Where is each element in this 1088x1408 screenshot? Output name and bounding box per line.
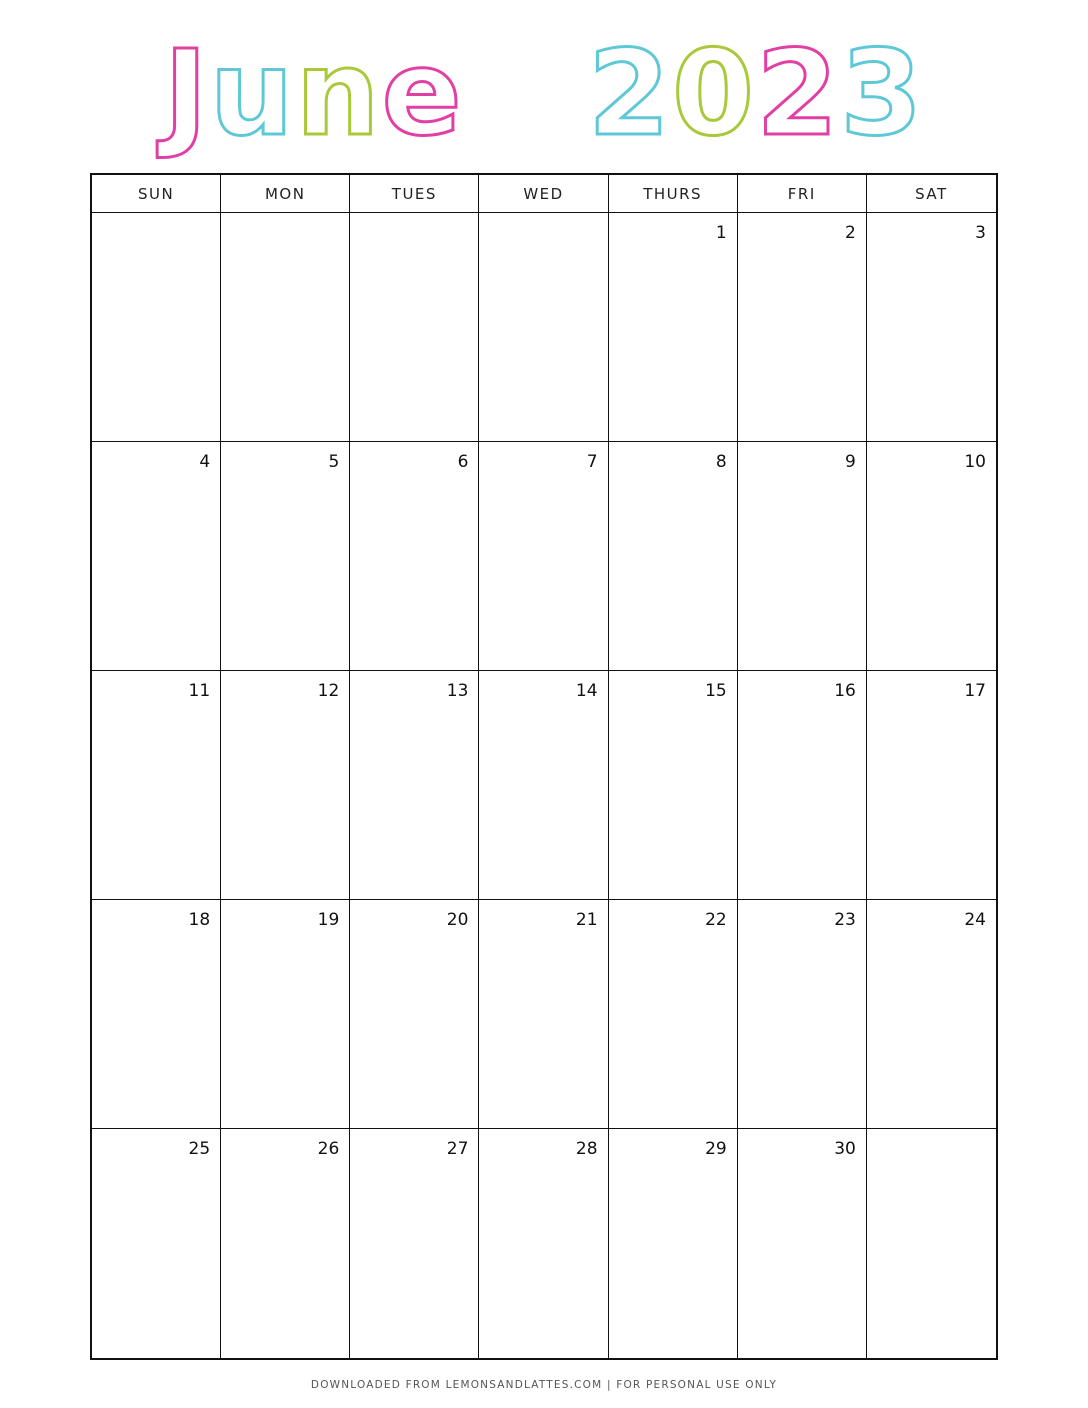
day-cell [92, 900, 221, 1129]
weekday-header-tue: TUES [350, 175, 479, 213]
title-letter: u [209, 24, 296, 162]
day-number: 3 [975, 223, 986, 243]
day-number: 2 [845, 223, 856, 243]
day-number: 20 [446, 910, 469, 930]
day-number: 29 [705, 1139, 727, 1159]
day-number: 25 [188, 1139, 211, 1159]
day-number: 26 [317, 1139, 340, 1159]
day-cell [221, 671, 350, 900]
title-letter: e [381, 24, 464, 162]
day-cell [350, 900, 479, 1129]
day-number: 6 [457, 452, 469, 472]
day-number: 24 [964, 910, 986, 930]
day-number: 27 [446, 1139, 469, 1159]
day-cell [867, 442, 996, 671]
day-number: 8 [715, 452, 727, 472]
day-cell [609, 442, 738, 671]
day-number: 7 [586, 452, 598, 472]
day-cell [92, 442, 221, 671]
weekday-header-wed: WED [479, 175, 608, 213]
day-number: 13 [446, 681, 469, 701]
title-digit: 2 [587, 24, 672, 162]
day-cell [738, 213, 867, 442]
day-cell [609, 900, 738, 1129]
day-cell [867, 213, 996, 442]
day-number: 10 [964, 452, 986, 472]
day-number: 14 [575, 681, 598, 701]
weekday-header-sat: SAT [867, 175, 996, 213]
day-number: 28 [575, 1139, 598, 1159]
calendar-grid [90, 173, 998, 1360]
day-cell [609, 1129, 738, 1358]
day-cell [479, 442, 608, 671]
day-cell [350, 671, 479, 900]
day-number: 17 [964, 681, 986, 701]
day-number: 12 [317, 681, 340, 701]
day-number: 5 [328, 452, 340, 472]
day-number: 21 [575, 910, 598, 930]
day-cell [738, 671, 867, 900]
day-cell [867, 900, 996, 1129]
title-digit: 2 [756, 24, 841, 162]
day-cell [92, 213, 221, 442]
day-cell [867, 1129, 996, 1358]
day-number: 18 [188, 910, 211, 930]
day-cell [92, 671, 221, 900]
day-number: 30 [834, 1139, 856, 1159]
day-cell [221, 213, 350, 442]
day-cell [738, 442, 867, 671]
day-cell [92, 1129, 221, 1358]
title-month [164, 24, 507, 162]
day-cell [479, 671, 608, 900]
day-number: 15 [705, 681, 727, 701]
weekday-header-sun: SUN [92, 175, 221, 213]
day-number: 23 [834, 910, 856, 930]
footer-credit: DOWNLOADED FROM LEMONSANDLATTES.COM | FOR PERSONAL USE ONLY [310, 1379, 778, 1391]
weekday-header-thu: THURS [609, 175, 738, 213]
day-cell [221, 442, 350, 671]
day-cell [350, 442, 479, 671]
title-letter: n [295, 24, 382, 162]
weekday-header-fri: FRI [738, 175, 867, 213]
day-cell [479, 900, 608, 1129]
title-letter: J [163, 24, 210, 162]
day-number: 16 [834, 681, 856, 701]
day-cell [867, 671, 996, 900]
day-cell [350, 213, 479, 442]
day-cell [479, 1129, 608, 1358]
day-number: 11 [188, 681, 211, 701]
title-year [545, 24, 925, 162]
day-number: 22 [705, 910, 727, 930]
day-cell [738, 900, 867, 1129]
title-digit: 3 [840, 24, 925, 162]
title-digit: 0 [671, 24, 757, 162]
day-cell [609, 671, 738, 900]
day-cell [479, 213, 608, 442]
weekday-header-mon: MON [221, 175, 350, 213]
day-cell [221, 1129, 350, 1358]
day-cell [609, 213, 738, 442]
day-cell [221, 900, 350, 1129]
day-number: 4 [199, 452, 211, 472]
day-number: 19 [317, 910, 340, 930]
day-number: 9 [845, 452, 856, 472]
calendar-title [0, 24, 1088, 162]
day-number: 1 [715, 223, 727, 243]
day-cell [738, 1129, 867, 1358]
day-cell [350, 1129, 479, 1358]
